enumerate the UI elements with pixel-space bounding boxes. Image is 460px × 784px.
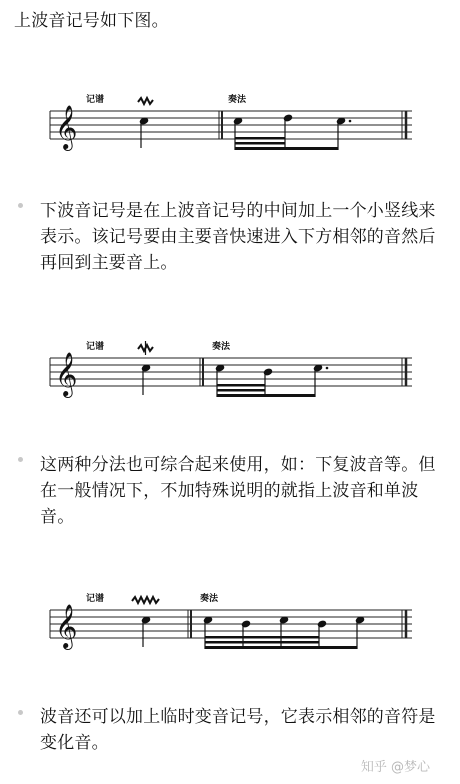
svg-text:𝄞: 𝄞 xyxy=(55,604,78,648)
double-mordent-icon xyxy=(132,597,159,603)
treble-clef-icon xyxy=(55,352,77,398)
bullet-dot xyxy=(18,457,23,462)
staff-lines xyxy=(50,111,412,139)
performance-label: 奏法 xyxy=(228,95,247,105)
paragraph-lower-mordent: 下波音记号是在上波音记号的中间加上一个小竖线来表示。该记号要由主要音快速进入下方相邻的音然后再回到主要音上。 xyxy=(40,201,436,273)
music-example-1 xyxy=(0,88,460,160)
lower-mordent-icon xyxy=(138,341,153,355)
music-example-2 xyxy=(0,335,460,407)
svg-text:𝄞: 𝄞 xyxy=(55,105,78,149)
bullet-dot xyxy=(18,203,23,208)
watermark: 知乎 @梦心 xyxy=(360,760,430,775)
paragraph-combined: 这两种分法也可综合起来使用，如：下复波音等。但在一般情况下，不加特殊说明的就指上波音和单波音。 xyxy=(40,455,436,527)
svg-text:𝄞: 𝄞 xyxy=(55,352,78,396)
performance-label: 奏法 xyxy=(212,342,231,352)
upper-mordent-icon xyxy=(138,98,153,104)
notation-label: 记谱 xyxy=(86,342,105,352)
performance-notes xyxy=(233,113,352,125)
treble-clef-icon xyxy=(55,604,77,650)
paragraph-accidental: 波音还可以加上临时变音记号，它表示相邻的音符是变化音。 xyxy=(40,707,436,753)
notation-label: 记谱 xyxy=(86,95,105,105)
bullet-dot xyxy=(18,710,23,715)
paragraph-intro: 上波音记号如下图。 xyxy=(14,11,169,31)
notation-label: 记谱 xyxy=(86,594,105,604)
music-example-3 xyxy=(0,587,460,659)
treble-clef-icon xyxy=(55,105,77,151)
performance-label: 奏法 xyxy=(200,594,219,604)
